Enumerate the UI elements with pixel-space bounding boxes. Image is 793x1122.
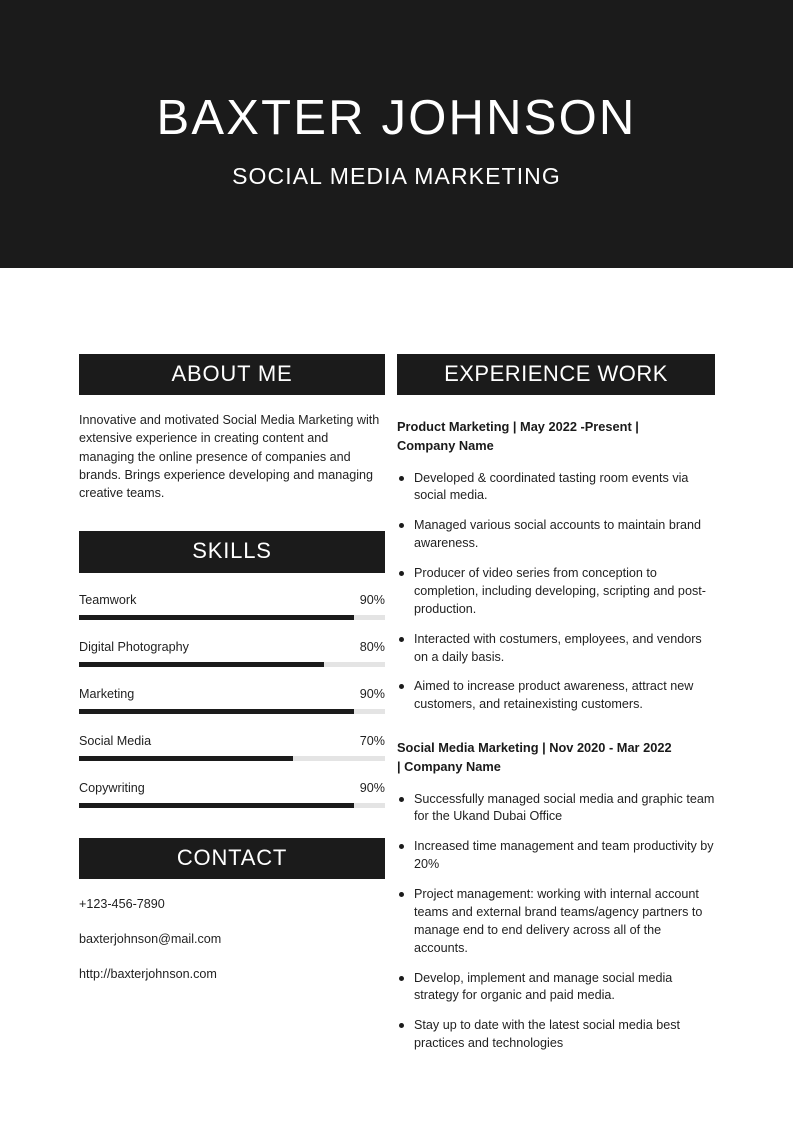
job-bullet: Aimed to increase product awareness, attract new customers, and retainexisting customers. (397, 678, 715, 714)
skill-progress-track (79, 662, 385, 667)
skill-progress-track (79, 615, 385, 620)
skill-value: 70% (359, 733, 385, 748)
skill-label: Digital Photography (79, 639, 189, 654)
skill-value: 90% (359, 686, 385, 701)
contact-list (79, 897, 385, 981)
contact-website[interactable]: http://baxterjohnson.com (79, 966, 217, 981)
skill-value: 80% (359, 639, 385, 654)
skill-item (79, 781, 385, 808)
skill-item (79, 593, 385, 620)
job-title: Social Media Marketing | Nov 2020 - Mar 2022 | Company Name (397, 740, 672, 775)
job-bullet: Project management: working with internal account teams and external brand teams/agency partners to manage end to end delivery across all of the accounts. (397, 886, 715, 958)
job-entry (397, 417, 715, 714)
skill-label: Social Media (79, 733, 152, 748)
candidate-role: SOCIAL MEDIA MARKETING (232, 162, 561, 189)
job-bullet: Develop, implement and manage social media strategy for organic and paid media. (397, 970, 715, 1006)
contact-section (79, 838, 385, 981)
skill-progress-fill (79, 803, 354, 808)
candidate-name: BAXTER JOHNSON (156, 91, 637, 146)
skill-progress-fill (79, 615, 354, 620)
job-entry (397, 738, 715, 1053)
skills-section (79, 531, 385, 807)
skill-label: Marketing (79, 686, 135, 701)
right-column (397, 354, 715, 1065)
contact-heading: CONTACT (79, 838, 385, 879)
job-bullet: Managed various social accounts to maintain brand awareness. (397, 517, 715, 553)
job-bullet: Developed & coordinated tasting room events via social media. (397, 470, 715, 506)
skill-label: Copywriting (79, 780, 145, 795)
resume-header (0, 0, 793, 268)
skill-item (79, 687, 385, 714)
job-bullet: Stay up to date with the latest social media best practices and technologies (397, 1017, 715, 1053)
experience-heading: EXPERIENCE WORK (397, 354, 715, 395)
skill-value: 90% (359, 592, 385, 607)
skill-progress-fill (79, 756, 293, 761)
skill-progress-fill (79, 709, 354, 714)
job-title: Product Marketing | May 2022 -Present | Company Name (397, 419, 639, 454)
skill-progress-track (79, 709, 385, 714)
skill-label: Teamwork (79, 592, 137, 607)
left-column (79, 354, 385, 1065)
job-bullet: Interacted with costumers, employees, and vendors on a daily basis. (397, 631, 715, 667)
about-text: Innovative and motivated Social Media Marketing with extensive experience in creating content and managing the online presence of companies and brands. Brings experience developing and managing creative teams. (79, 413, 380, 501)
job-bullets (397, 791, 715, 1054)
skill-progress-track (79, 803, 385, 808)
skill-value: 90% (359, 780, 385, 795)
skills-heading: SKILLS (79, 531, 385, 572)
job-bullet: Successfully managed social media and graphic team for the Ukand Dubai Office (397, 791, 715, 827)
contact-phone[interactable]: +123-456-7890 (79, 896, 165, 911)
skill-progress-track (79, 756, 385, 761)
contact-email[interactable]: baxterjohnson@mail.com (79, 931, 222, 946)
skill-item (79, 640, 385, 667)
skill-progress-fill (79, 662, 324, 667)
job-bullet: Increased time management and team productivity by 20% (397, 838, 715, 874)
job-bullet: Producer of video series from conception to completion, including developing, scripting and post-production. (397, 565, 715, 619)
job-bullets (397, 470, 715, 715)
skill-item (79, 734, 385, 761)
about-heading: ABOUT ME (79, 354, 385, 395)
resume-body (0, 268, 793, 1065)
